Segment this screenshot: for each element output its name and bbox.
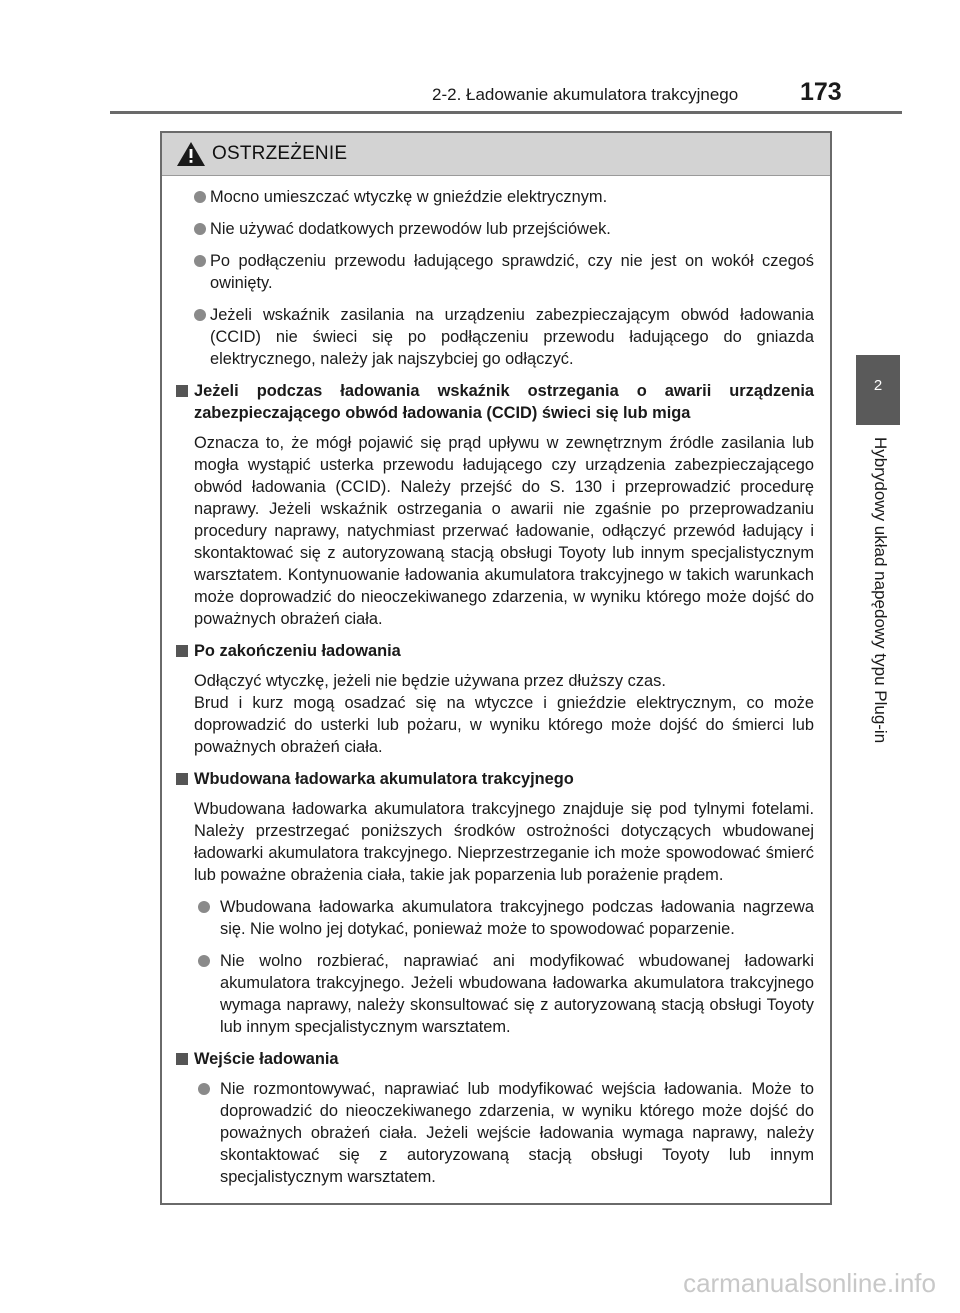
section-square-icon [176,385,188,397]
list-item-text: Nie rozmontowywać, naprawiać lub modyfikować wejścia ładowania. Może to doprowadzić do nieoczekiwanego zdarzenia, w wyniku którego może dojść do poważnych obrażeń ciała. Jeżeli wejście ładowania wymaga naprawy, należy skontaktować się z autoryzowaną stacją obsługi Toyoty lub innym specjalistycznym warsztatem. [220,1080,814,1186]
section-heading-text: Wejście ładowania [194,1050,339,1068]
warning-title: OSTRZEŻENIE [212,143,348,164]
section-heading [172,768,814,790]
list-item [172,1078,814,1188]
section-paragraph [172,432,814,630]
list-item-text: Wbudowana ładowarka akumulatora trakcyjnego podczas ładowania nagrzewa się. Nie wolno jej dotykać, ponieważ może to spowodować poparzenie. [220,898,814,938]
warning-header [162,133,830,176]
list-item-text: Nie używać dodatkowych przewodów lub przejściówek. [210,220,611,238]
page-number: 173 [800,78,842,106]
section-heading-text: Po zakończeniu ładowania [194,642,401,660]
section-heading-text: Jeżeli podczas ładowania wskaźnik ostrzegania o awarii urządzenia zabezpieczającego obwód ładowania (CCID) świeci się lub miga [194,382,814,422]
chapter-title: 2-2. Ładowanie akumulatora trakcyjnego [432,85,739,104]
bullet-dot-icon [194,309,206,321]
list-item-text: Jeżeli wskaźnik zasilania na urządzeniu zabezpieczającym obwód ładowania (CCID) nie świeci się po podłączeniu przewodu ładującego do gniazda elektrycznego, należy jak najszybciej go odłączyć. [210,306,814,368]
section-square-icon [176,645,188,657]
paragraph-text: Brud i kurz mogą osadzać się na wtyczce i gnieździe elektrycznym, co może doprowadzić do usterki lub pożaru, w wyniku którego może dojść do śmierci lub poważnych obrażeń ciała. [194,694,814,756]
list-item [172,304,814,370]
bullet-dot-icon [194,255,206,267]
paragraph-text: Oznacza to, że mógł pojawić się prąd upływu w zewnętrznym źródle zasilania lub mogła wystąpić usterka przewodu ładującego czy urządzenia zabezpieczającego obwód ładowania (CCID). Należy przejść do S. 130 i przeprowadzić procedurę naprawy. Jeżeli wskaźnik ostrzegania o awarii nie zgaśnie po przeprowadzaniu procedury naprawy, natychmiast przerwać ładowanie, odłączyć przewód ładujący i skontaktować się z autoryzowaną stacją obsługi Toyoty lub innym specjalistycznym warsztatem. Kontynuowanie ładowania akumulatora trakcyjnego w takich warunkach może doprowadzić do nieoczekiwanego zdarzenia, w wyniku którego może dojść do poważnych obrażeń ciała. [194,434,814,628]
section-paragraph [172,670,814,758]
paragraph-text: Wbudowana ładowarka akumulatora trakcyjnego znajduje się pod tylnymi fotelami. Należy przestrzegać poniższych środków ostrożności dotyczących wbudowanej ładowarki akumulatora trakcyjnego. Nieprzestrzeganie ich może spowodować śmierć lub poważne obrażenia ciała, takie jak poparzenia lub porażenie prądem. [194,800,814,884]
warning-triangle-icon [176,141,206,167]
warning-box [160,131,832,1205]
list-item-text: Mocno umieszczać wtyczkę w gnieździe elektrycznym. [210,188,608,206]
section-heading [172,640,814,662]
section-paragraph [172,798,814,886]
chapter-tab-number: 2 [873,377,883,394]
section-heading [172,1048,814,1070]
bullet-dot-icon [194,191,206,203]
section-square-icon [176,1053,188,1065]
list-item [172,186,814,208]
list-item [172,218,814,240]
page-header [0,0,960,115]
bullet-dot-icon [198,1083,210,1095]
list-item [172,250,814,294]
list-item-text: Nie wolno rozbierać, naprawiać ani modyfikować wbudowanej ładowarki akumulatora trakcyjnego. Jeżeli wbudowana ładowarka akumulatora trakcyjnego wymaga naprawy, należy skonsultować się z autoryzowaną stacją obsługi Toyoty lub innym specjalistycznym warsztatem. [220,952,814,1036]
list-item [172,950,814,1038]
list-item [172,896,814,940]
watermark: carmanualsonline.info [683,1268,936,1298]
bullet-dot-icon [198,955,210,967]
bullet-dot-icon [198,901,210,913]
section-heading-text: Wbudowana ładowarka akumulatora trakcyjnego [194,770,574,788]
chapter-tab [856,355,900,425]
list-item-text: Po podłączeniu przewodu ładującego sprawdzić, czy nie jest on wokół czegoś owinięty. [210,252,814,292]
section-heading [172,380,814,424]
paragraph-text: Odłączyć wtyczkę, jeżeli nie będzie używana przez dłuższy czas. [194,672,666,690]
header-divider [110,111,902,114]
warning-content [162,176,830,1188]
bullet-dot-icon [194,223,206,235]
section-square-icon [176,773,188,785]
chapter-side-label: Hybrydowy układ napędowy typu Plug-in [871,437,890,744]
